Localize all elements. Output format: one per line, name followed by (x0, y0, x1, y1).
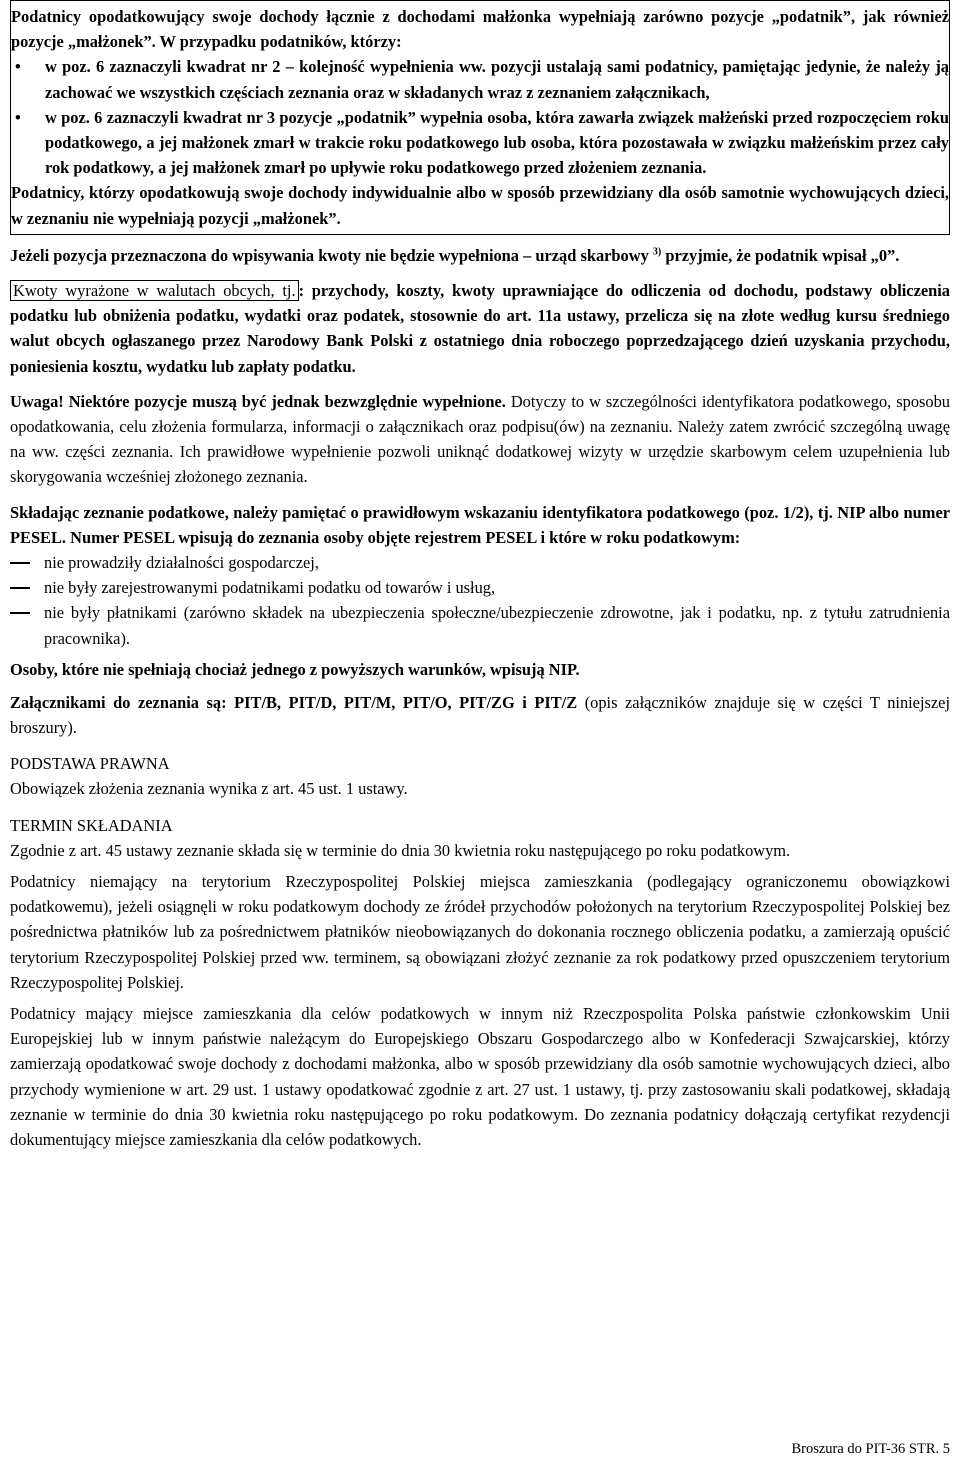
deadline-paragraph-1: Zgodnie z art. 45 ustawy zeznanie składa się w terminie do dnia 30 kwietnia roku następującego po roku podatkowym. (10, 840, 791, 860)
document-page (10, 0, 950, 1152)
dash-icon (10, 587, 30, 589)
condition-item: nie były zarejestrowanymi podatnikami podatku od towarów i usług, (10, 575, 950, 600)
box-bullet-item: • w poz. 6 zaznaczyli kwadrat nr 3 pozycje „podatnik” wypełnia osoba, która zawarła związek małżeński przed rozpoczęciem roku podatkowego, a jej małżonek zmarł w trakcie roku podatkowego lub osoba, która pozostawała w związku małżeńskim przez cały rok podatkowy, a jej małżonek zmarł po upływie roku podatkowego przed złożeniem zeznania. (11, 105, 949, 181)
nip-note: Osoby, które nie spełniają chociaż jednego z powyższych warunków, wpisują NIP. (10, 659, 580, 679)
box-bullet-item: • w poz. 6 zaznaczyli kwadrat nr 2 – kolejność wypełnienia ww. pozycji ustalają sami podatnicy, pamiętając jedynie, że należy ją zachować we wszystkich częściach zeznania oraz w składanych wraz z zeznaniem załącznikach, (11, 54, 949, 104)
warning-paragraph: Uwaga! Niektóre pozycje muszą być jednak bezwzględnie wypełnione. Dotyczy to w szczególności identyfikatora podatkowego, sposobu opodatkowania, celu złożenia formularza, informacji o załącznikach oraz podpisu(ów) na zeznaniu. Należy zatem zwrócić szczególną uwagę na ww. części zeznania. Ich prawidłowe wypełnienie pozwoli uniknąć dodatkowej wizyty w urzędzie skarbowym celem uzupełnienia lub skorygowania wcześniej złożonego zeznania. (10, 391, 950, 487)
page-footer: Broszura do PIT-36 STR. 5 (791, 1441, 950, 1457)
box-outro: Podatnicy, którzy opodatkowują swoje dochody indywidualnie albo w sposób przewidziany dla osób samotnie wychowujących dzieci, w zeznaniu nie wypełniają pozycji „małżonek”. (11, 183, 949, 228)
box-intro: Podatnicy opodatkowujący swoje dochody łącznie z dochodami małżonka wypełniają zarówno pozycje „podatnik”, jak również pozycje „małżonek”. W przypadku podatników, którzy: (11, 7, 949, 52)
foreign-currency-note: Kwoty wyrażone w walutach obcych, tj. : przychody, koszty, kwoty uprawniające do odliczenia od dochodu, podstawy obliczenia podatku lub obniżenia podatku, wydatki oraz podatek, stosownie do art. 11a ustawy, przelicza się na złote według kursu średniego walut obcych ogłaszanego przez Narodowy Bank Polski z ostatniego dnia roboczego poprzedzającego dzień uzyskania przychodu, poniesienia kosztu, wydatku lub zapłaty podatku. (10, 281, 950, 376)
dash-icon (10, 612, 30, 614)
spouse-info-box (10, 0, 950, 235)
dash-icon (10, 562, 30, 564)
foreign-currency-lead: Kwoty wyrażone w walutach obcych, tj. (10, 280, 299, 301)
condition-item: nie prowadziły działalności gospodarczej, (10, 550, 950, 575)
legal-basis-text: Obowiązek złożenia zeznania wynika z art. 45 ust. 1 ustawy. (10, 779, 408, 799)
empty-field-note: Jeżeli pozycja przeznaczona do wpisywania kwoty nie będzie wypełniona – urząd skarbowy $^{3)}$ przyjmie, że podatnik wpisał „0”. (10, 245, 900, 265)
deadline-heading: TERMIN SKŁADANIA (10, 815, 173, 835)
pesel-conditions-list (10, 550, 950, 651)
box-bullet-list (11, 54, 949, 180)
deadline-paragraph-2: Podatnicy niemający na terytorium Rzeczypospolitej Polskiej miejsca zamieszkania (podlegający ograniczonemu obowiązkowi podatkowemu), jeżeli osiągnęli w roku podatkowym dochody ze źródeł przychodów położonych na terytorium Rzeczypospolitej Polskiej bez pośrednictwa płatników lub za pośrednictwem płatników nieobowiązanych do dokonania rocznego obliczenia podatku, a zamierzają opuścić terytorium Rzeczypospolitej Polskiej przed ww. terminem, są obowiązani złożyć zeznanie za rok podatkowy przed opuszczeniem terytorium Rzeczypospolitej Polskiej. (10, 871, 950, 992)
condition-item: nie były płatnikami (zarówno składek na ubezpieczenia społeczne/ubezpieczenie zdrowotne, jak i podatku, np. z tytułu zatrudnienia pracownika). (10, 600, 950, 650)
legal-basis-heading: PODSTAWA PRAWNA (10, 754, 170, 774)
attachments-paragraph: Załącznikami do zeznania są: PIT/B, PIT/D, PIT/M, PIT/O, PIT/ZG i PIT/Z (opis załączników znajduje się w części T niniejszej broszury). (10, 693, 950, 738)
identifier-paragraph: Składając zeznanie podatkowe, należy pamiętać o prawidłowym wskazaniu identyfikatora podatkowego (poz. 1/2), tj. NIP albo numer PESEL. Numer PESEL wpisują do zeznania osoby objęte rejestrem PESEL i które w roku podatkowym: (10, 502, 950, 547)
deadline-paragraph-3: Podatnicy mający miejsce zamieszkania dla celów podatkowych w innym niż Rzeczpospolita Polska państwie członkowskim Unii Europejskiej lub w innym państwie należącym do Europejskiego Obszaru Gospodarczego albo w Konfederacji Szwajcarskiej, którzy zamierzają opodatkować swoje dochody z dochodami małżonka, albo w sposób przewidziany dla osób samotnie wychowujących dzieci, albo przychody wymienione w art. 29 ust. 1 ustawy opodatkować zgodnie z art. 27 ust. 1 ustawy, tj. przy zastosowaniu skali podatkowej, składają zeznanie w terminie do dnia 30 kwietnia roku następującego po roku podatkowym. Do zeznania podatnicy dołączają certyfikat rezydencji dokumentujący miejsce zamieszkania dla celów podatkowych. (10, 1003, 950, 1149)
bullet-icon: • (15, 57, 21, 77)
bullet-icon: • (15, 107, 21, 127)
